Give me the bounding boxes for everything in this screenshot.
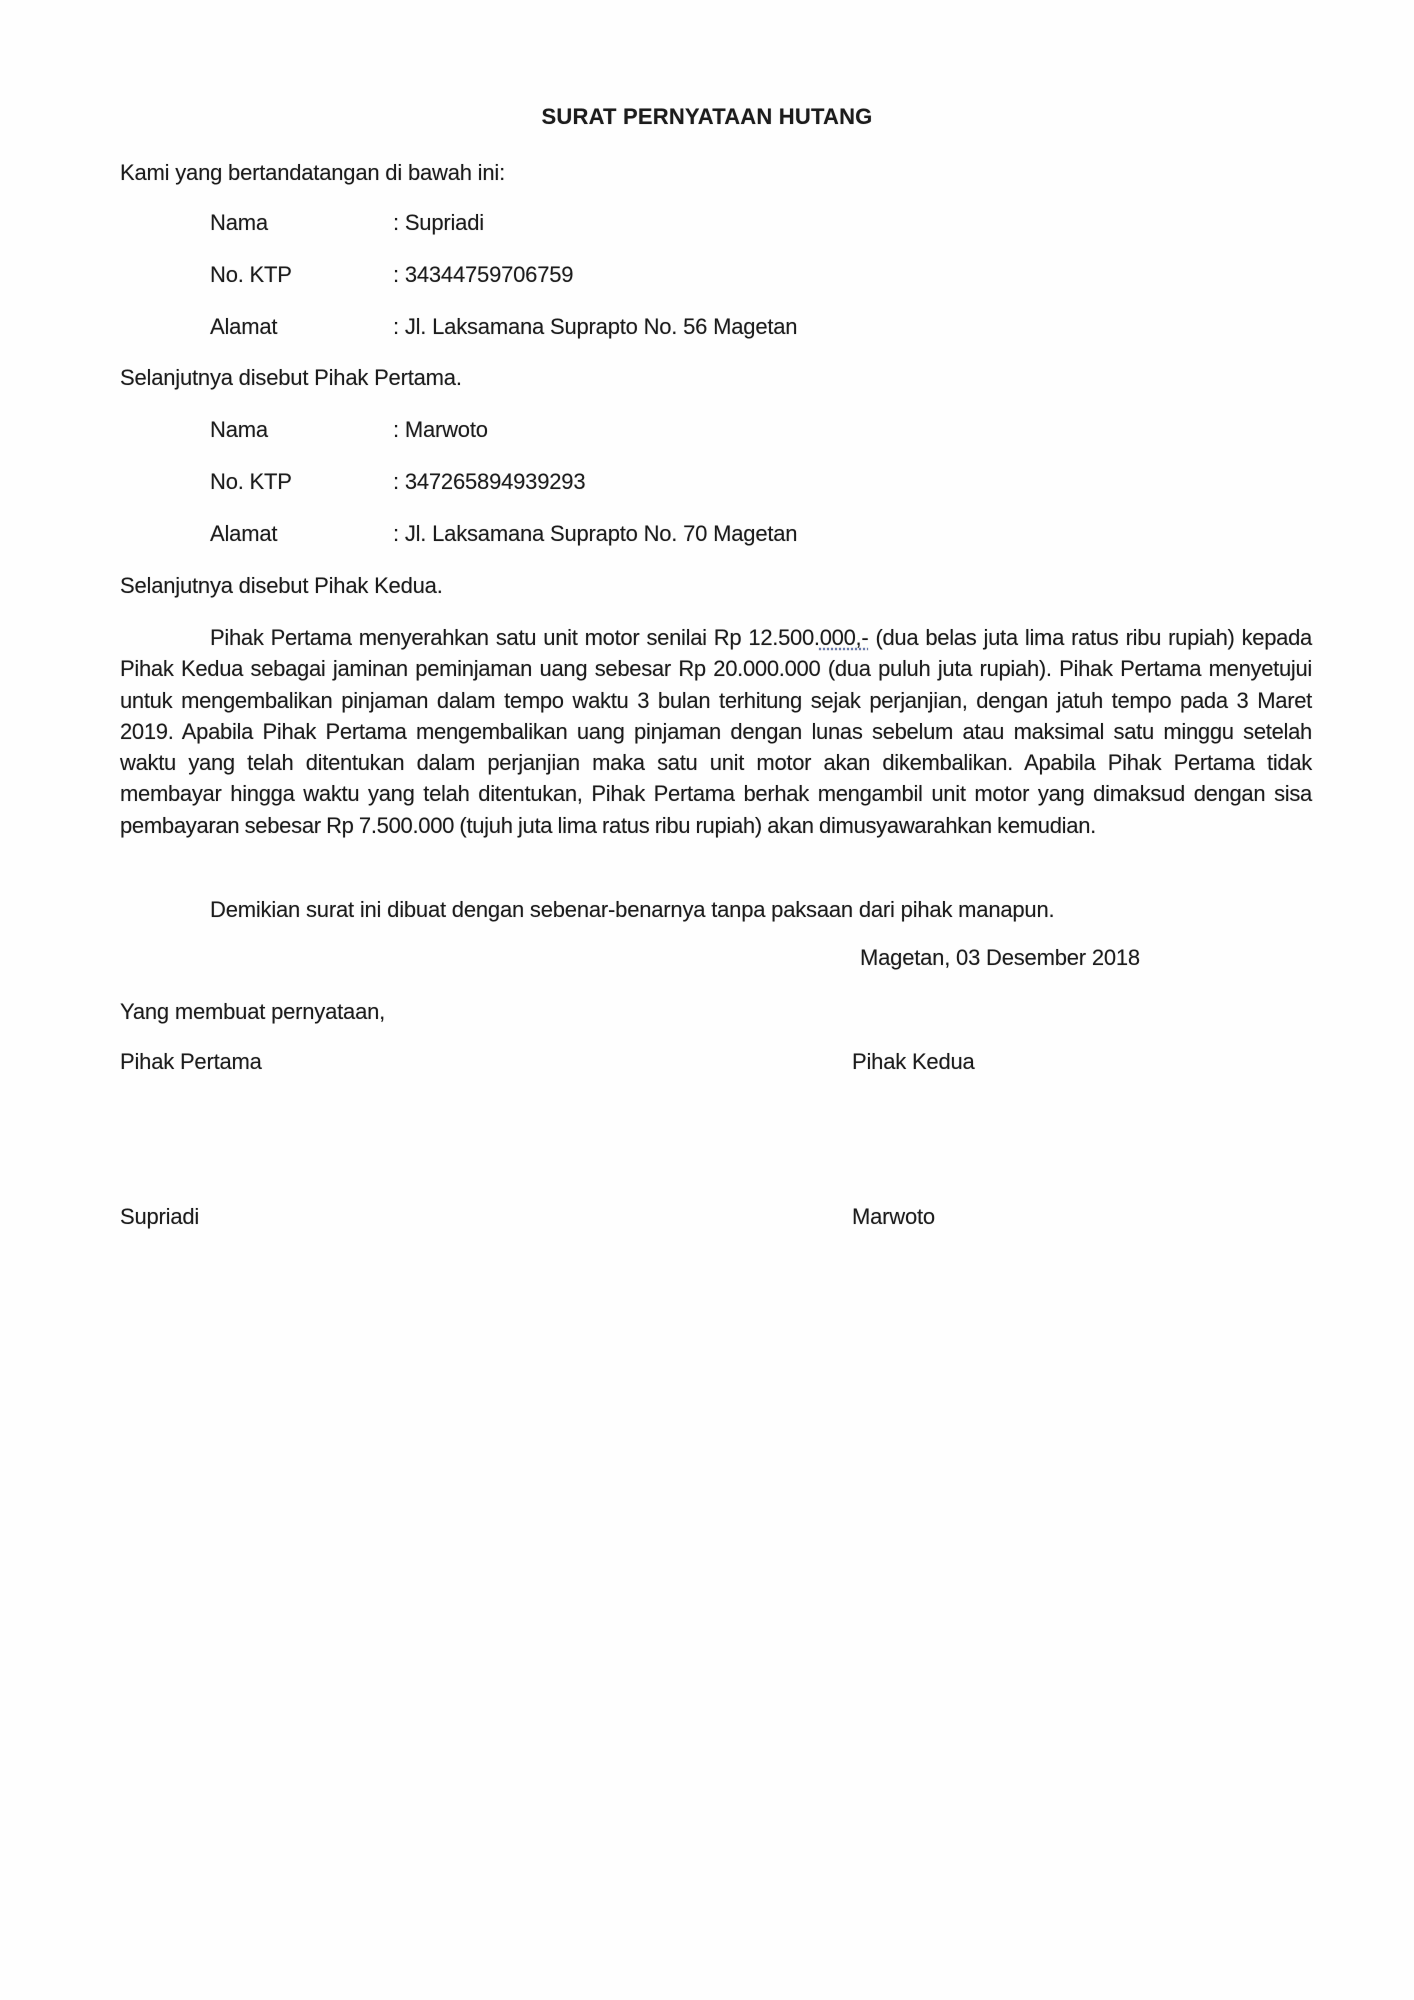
document-title: SURAT PERNYATAAN HUTANG bbox=[541, 104, 873, 129]
party-two-name-value: : Marwoto bbox=[393, 417, 488, 442]
party-one-name-value: : Supriadi bbox=[393, 210, 484, 235]
signature-intro: Yang membuat pernyataan, bbox=[120, 999, 386, 1024]
party-two-address-label: Alamat bbox=[210, 521, 278, 546]
agreement-paragraph bbox=[120, 622, 1312, 841]
intro-text: Kami yang bertandatangan di bawah ini: bbox=[120, 160, 506, 185]
party-two-designation: Selanjutnya disebut Pihak Kedua. bbox=[120, 573, 443, 598]
party-two-address-value: : Jl. Laksamana Suprapto No. 70 Magetan bbox=[393, 521, 798, 546]
paragraph-text-rest: (dua belas juta lima ratus ribu rupiah) kepada Pihak Kedua sebagai jaminan peminjaman uang sebesar Rp 20.000.000 (dua puluh juta rupiah). Pihak Pertama menyetujui untuk mengembalikan pinjaman dalam tempo waktu 3 bulan terhitung sejak perjanjian, dengan jatuh tempo pada 3 Maret 2019. Apabila Pihak Pertama mengembalikan uang pinjaman dengan lunas sebelum atau maksimal satu minggu setelah waktu yang telah ditentukan dalam perjanjian maka satu unit motor akan dikembalikan. Apabila Pihak Pertama tidak membayar hingga waktu yang telah ditentukan, Pihak Pertama berhak mengambil unit motor yang dimaksud dengan sisa pembayaran sebesar Rp 7.500.000 (tujuh juta lima ratus ribu rupiah) akan dimusyawarahkan kemudian. bbox=[120, 625, 1312, 838]
spellcheck-underlined-text: 000,- bbox=[819, 625, 869, 650]
party-two-ktp-value: : 347265894939293 bbox=[393, 469, 586, 494]
signature-name-first-party: Supriadi bbox=[120, 1204, 200, 1229]
party-one-name-label: Nama bbox=[210, 210, 268, 235]
signature-role-first-party: Pihak Pertama bbox=[120, 1049, 262, 1074]
signature-role-second-party: Pihak Kedua bbox=[852, 1049, 975, 1074]
place-and-date: Magetan, 03 Desember 2018 bbox=[860, 945, 1140, 970]
party-one-ktp-value: : 34344759706759 bbox=[393, 262, 574, 287]
signature-name-second-party: Marwoto bbox=[852, 1204, 935, 1229]
party-one-address-value: : Jl. Laksamana Suprapto No. 56 Magetan bbox=[393, 314, 798, 339]
party-one-address-label: Alamat bbox=[210, 314, 278, 339]
paragraph-text-start: Pihak Pertama menyerahkan satu unit motor senilai Rp 12.500. bbox=[210, 625, 820, 650]
party-two-ktp-label: No. KTP bbox=[210, 469, 292, 494]
party-one-designation: Selanjutnya disebut Pihak Pertama. bbox=[120, 365, 462, 390]
closing-statement: Demikian surat ini dibuat dengan sebenar-benarnya tanpa paksaan dari pihak manapun. bbox=[210, 897, 1055, 922]
party-two-name-label: Nama bbox=[210, 417, 268, 442]
party-one-ktp-label: No. KTP bbox=[210, 262, 292, 287]
